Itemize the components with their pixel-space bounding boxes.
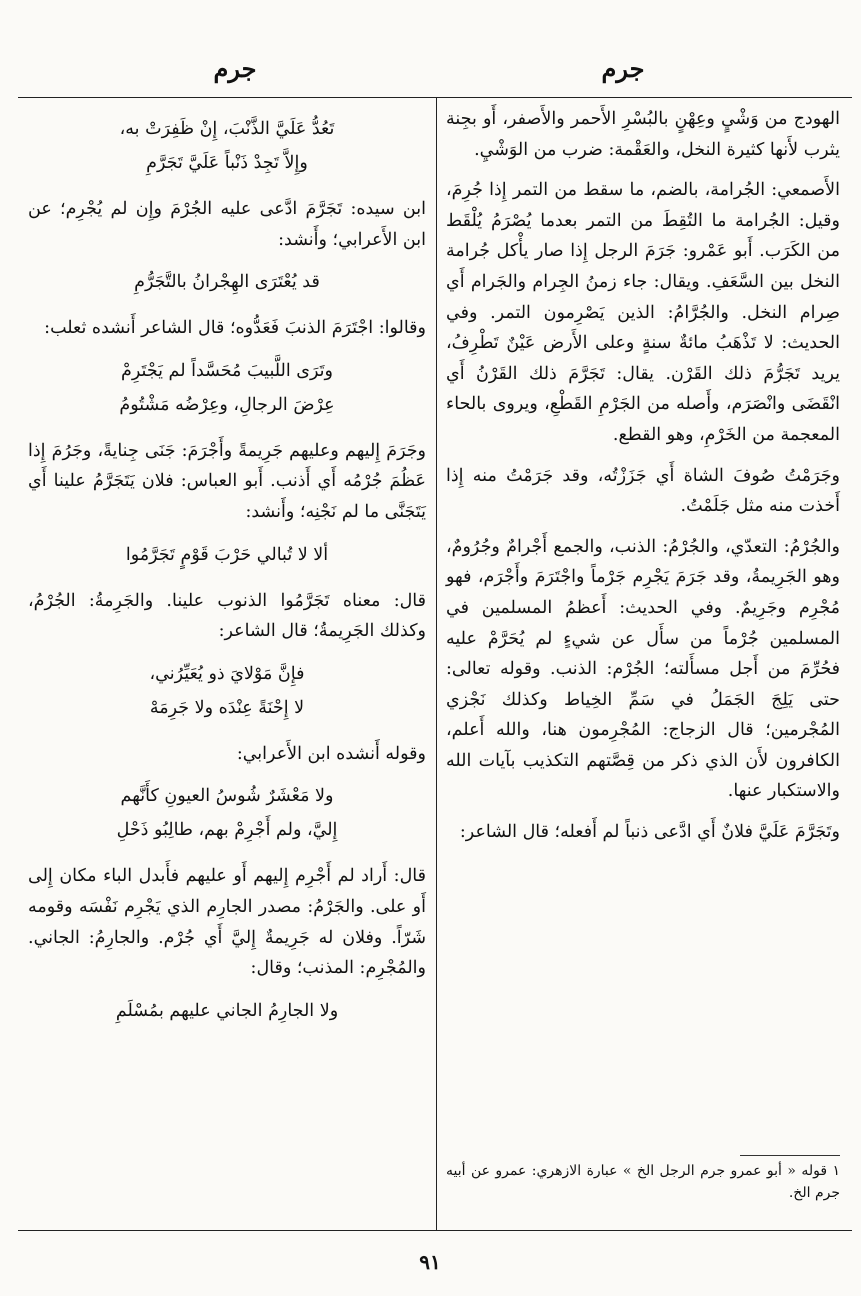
verse <box>28 994 426 1028</box>
paragraph: والجُرْمُ: التعدّي، والجُرْمُ: الذنب، والجمع أَجْرامٌ وجُرُومٌ، وهو الجَرِيمةُ، وقد جَرَمَ يَجْرِم جَرْماً واجْتَرَمَ وأَجْرَم، فهو مُجْرِم وجَرِيمٌ. وفي الحديث: أَعظمُ المسلمين في المسلمين جُرْماً من سأَل عن شيءٍ لم يُحَرَّمْ عليه فحُرِّمَ من أَجل مسأَلته؛ الجُرْم: الذنب. وقوله تعالى: حتى يَلِجَ الجَمَلُ في سَمِّ الخِياط وكذلك نَجْزي المُجْرمين؛ قال الزجاج: المُجْرِمون هنا، والله أَعلم، الكافرون لأَن الذي ذكر من قِصَّتهم التكذيب بآيات الله والاستكبار عنها. <box>446 536 840 802</box>
paragraph: وجَرَمْتُ صُوفَ الشاة أَي جَزَزْتُه، وقد جَرَمْتُ منه إِذا أَخذت منه مثل جَلَمْتُ. <box>446 465 840 517</box>
verse-line: إِليَّ، ولم أَجْرِمْ بهم، طالِبُو ذَحْلِ <box>116 820 338 841</box>
verse-line: ألا لا تُبالي حَرْبَ قَوْمٍ تَجَرَّمُوا <box>125 544 329 565</box>
verse-line: ولا مَعْشَرٌ شُوسُ العيونِ كأَنَّهم <box>120 786 334 807</box>
header-word-right: جرم <box>601 54 645 83</box>
paragraph: الهودج من وَشْيٍ وعِهْنٍ بالبُسْرِ الأَحمر والأَصفر، أَو بجِنة يثرب لأَنها كثيرة النخل، والعَقْمة: ضرب من الوَشْيِ. <box>446 109 840 160</box>
verse <box>28 112 426 180</box>
verse <box>28 538 426 572</box>
verse-line: قد يُعْتَرَى الهِجْرانُ بالتَّجَرُّمِ <box>134 272 320 293</box>
header-word-left: جرم <box>213 54 257 83</box>
verse-line: لا إِحْنَةً عِنْدَه ولا جَرِمَهْ <box>149 697 305 718</box>
paragraph: قال: أَراد لم أَجْرِم إِليهم أَو عليهم فأَبدل الباء مكان إِلى أَو على. والجَرْمُ: مصدر الجارِم الذي يَجْرِم نَفْسَه وقومه شَرّاً. وفلان له جَرِيمةٌ إِليَّ أَي جُرْم. والجارِمُ: الجاني. والمُجْرِم: المذنب؛ وقال: <box>28 866 426 979</box>
right-column <box>446 104 840 858</box>
verse-line: عِرْضَ الرجالِ، وعِرْضُه مَشْتُومُ <box>119 394 335 415</box>
paragraph: قال: معناه تَجَرَّمُوا الذنوب علينا. والجَرِمةُ: الجُرْمُ، وكذلك الجَرِيمةُ؛ قال الشاعر: <box>28 590 426 642</box>
verse-line: ولا الجارِمُ الجاني عليهم بمُسْلَمِ <box>115 1000 339 1021</box>
verse-line: فإِنَّ مَوْلايَ ذو يُعَيِّرُني، <box>149 663 305 684</box>
top-rule <box>18 97 852 98</box>
paragraph: وقوله أَنشده ابن الأَعرابي: <box>236 743 426 764</box>
verse-line: تَعُدُّ عَلَيَّ الذَّنْبَ، إِنْ ظَفِرَتْ به، <box>119 119 335 139</box>
verse <box>28 779 426 847</box>
verse-line: وتَرَى اللَّبيبَ مُحَسَّداً لم يَجْتَرِمْ <box>121 360 333 381</box>
paragraph: ابن سيده: تَجَرَّمَ ادَّعى عليه الجُرْمَ وإِن لم يُجْرِم؛ عن ابن الأَعرابي؛ وأَنشد: <box>28 199 426 250</box>
verse <box>28 265 426 299</box>
paragraph: وتَجَرَّمَ عَلَيَّ فلانٌ أَي ادَّعى ذنباً لم أَفعله؛ قال الشاعر: <box>459 822 840 843</box>
footnote: ١ قوله « أبو عمرو جرم الرجل الخ » عبارة الازهري: عمرو عن أبيه جرم الخ. <box>446 1163 840 1201</box>
footnote-rule <box>740 1155 840 1156</box>
paragraph: وقالوا: اجْتَرَمَ الذنبَ فَعَدُّوه؛ قال الشاعر أَنشده ثعلب: <box>44 318 426 339</box>
column-divider <box>436 97 437 1230</box>
verse-line: وإِلاَّ تَجِدْ ذَنْباً عَلَيَّ تَجَرَّمِ <box>146 153 308 173</box>
paragraph: وجَرَمَ إِليهم وعليهم جَرِيمةً وأَجْرَمَ: جَنَى جِنايةً، وجَرُمَ إِذا عَظُمَ جُرْمُه أَي أَذنب. أَبو العباس: فلان يَتَجَرَّمُ علينا أَي يَتَجَنَّى ما لم نَجْنِه؛ وأَنشد: <box>28 440 426 522</box>
page-number: ٩١ <box>419 1250 441 1274</box>
paragraph: الأَصمعي: الجُرامة، بالضم، ما سقط من التمر إِذا جُرِمَ، وقيل: الجُرامة ما التُقِطَ من التمر بعدما يُصْرَمُ يُلْقَط من الكَرَب. أَبو عَمْرو: جَرَمَ الرجل إِذا صار يأْكل جُرامة النخل بين السَّعَفِ. ويقال: جاء زمنُ الجِرام والجَرام أَي صِرام النخل. والجُرَّامُ: الذين يَصْرِمون التمر. وفي الحديث: لا تَذْهَبُ مائةٌ سنةٍ وعلى الأَرض عَيْنٌ تَطْرِفُ، يريد تَجَرُّمَ ذلك القَرْن. يقال: تَجَرَّمَ ذلك القَرْنُ أَي انْقَضَى وانْصَرَم، وأَصله من الجَرْمِ القَطْعِ، ويروى بالحاء المعجمة من الخَرْمِ، وهو القطع. <box>446 180 840 445</box>
verse <box>28 657 426 725</box>
verse <box>28 354 426 422</box>
left-column <box>28 104 426 1042</box>
bottom-rule <box>18 1230 852 1231</box>
